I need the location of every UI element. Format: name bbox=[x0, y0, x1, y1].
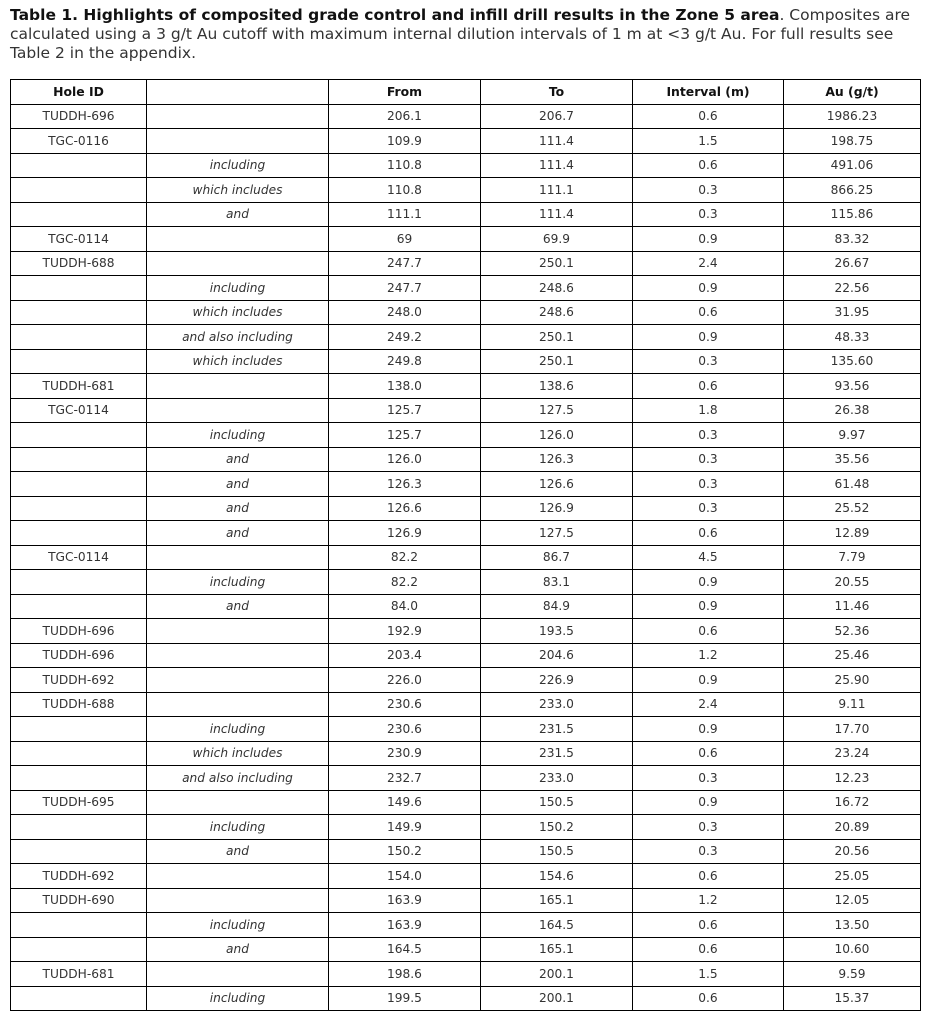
caption-title: Table 1. Highlights of composited grade control and infill drill results in the Zone 5 area bbox=[10, 6, 780, 24]
cell-au: 17.70 bbox=[784, 717, 921, 742]
table-row bbox=[11, 202, 921, 227]
cell-from: 199.5 bbox=[329, 986, 481, 1011]
cell-au: 11.46 bbox=[784, 594, 921, 619]
cell-to: 111.4 bbox=[481, 153, 633, 178]
cell-hole-id bbox=[11, 521, 147, 546]
cell-interval: 0.3 bbox=[633, 472, 784, 497]
cell-interval: 1.2 bbox=[633, 888, 784, 913]
cell-hole-id: TUDDH-688 bbox=[11, 692, 147, 717]
cell-interval: 0.6 bbox=[633, 521, 784, 546]
cell-interval: 1.5 bbox=[633, 962, 784, 987]
cell-interval: 1.2 bbox=[633, 643, 784, 668]
cell-hole-id: TUDDH-695 bbox=[11, 790, 147, 815]
table-row bbox=[11, 643, 921, 668]
table-row bbox=[11, 349, 921, 374]
cell-qualifier: and bbox=[147, 496, 329, 521]
cell-hole-id bbox=[11, 153, 147, 178]
cell-hole-id: TGC-0114 bbox=[11, 545, 147, 570]
cell-to: 83.1 bbox=[481, 570, 633, 595]
cell-to: 111.4 bbox=[481, 129, 633, 154]
table-row bbox=[11, 790, 921, 815]
cell-from: 109.9 bbox=[329, 129, 481, 154]
cell-from: 69 bbox=[329, 227, 481, 252]
table-row bbox=[11, 153, 921, 178]
cell-qualifier bbox=[147, 668, 329, 693]
table-row bbox=[11, 962, 921, 987]
cell-interval: 0.6 bbox=[633, 937, 784, 962]
table-row bbox=[11, 986, 921, 1011]
cell-hole-id bbox=[11, 766, 147, 791]
cell-from: 126.3 bbox=[329, 472, 481, 497]
cell-qualifier: and bbox=[147, 594, 329, 619]
table-row bbox=[11, 521, 921, 546]
table-row bbox=[11, 374, 921, 399]
cell-qualifier bbox=[147, 864, 329, 889]
cell-qualifier bbox=[147, 962, 329, 987]
cell-hole-id bbox=[11, 815, 147, 840]
cell-au: 25.05 bbox=[784, 864, 921, 889]
table-body bbox=[11, 104, 921, 1011]
table-row bbox=[11, 472, 921, 497]
cell-from: 230.9 bbox=[329, 741, 481, 766]
table-row bbox=[11, 447, 921, 472]
table-row bbox=[11, 668, 921, 693]
cell-au: 115.86 bbox=[784, 202, 921, 227]
cell-interval: 4.5 bbox=[633, 545, 784, 570]
header-to: To bbox=[481, 80, 633, 105]
cell-from: 198.6 bbox=[329, 962, 481, 987]
cell-qualifier bbox=[147, 643, 329, 668]
cell-from: 111.1 bbox=[329, 202, 481, 227]
table-row bbox=[11, 325, 921, 350]
cell-from: 249.8 bbox=[329, 349, 481, 374]
cell-from: 226.0 bbox=[329, 668, 481, 693]
table-row bbox=[11, 766, 921, 791]
cell-qualifier: and also including bbox=[147, 325, 329, 350]
cell-from: 84.0 bbox=[329, 594, 481, 619]
cell-au: 16.72 bbox=[784, 790, 921, 815]
cell-interval: 0.6 bbox=[633, 104, 784, 129]
cell-hole-id bbox=[11, 717, 147, 742]
cell-from: 163.9 bbox=[329, 888, 481, 913]
cell-au: 135.60 bbox=[784, 349, 921, 374]
cell-from: 138.0 bbox=[329, 374, 481, 399]
cell-to: 206.7 bbox=[481, 104, 633, 129]
cell-interval: 0.9 bbox=[633, 668, 784, 693]
table-row bbox=[11, 251, 921, 276]
cell-qualifier bbox=[147, 545, 329, 570]
cell-from: 82.2 bbox=[329, 545, 481, 570]
cell-qualifier: which includes bbox=[147, 349, 329, 374]
cell-au: 13.50 bbox=[784, 913, 921, 938]
table-row bbox=[11, 398, 921, 423]
cell-qualifier: and bbox=[147, 521, 329, 546]
cell-from: 126.0 bbox=[329, 447, 481, 472]
cell-au: 9.59 bbox=[784, 962, 921, 987]
table-row bbox=[11, 276, 921, 301]
cell-from: 163.9 bbox=[329, 913, 481, 938]
cell-to: 69.9 bbox=[481, 227, 633, 252]
cell-au: 1986.23 bbox=[784, 104, 921, 129]
cell-qualifier: which includes bbox=[147, 300, 329, 325]
cell-qualifier bbox=[147, 104, 329, 129]
cell-interval: 0.3 bbox=[633, 202, 784, 227]
cell-to: 127.5 bbox=[481, 521, 633, 546]
cell-from: 206.1 bbox=[329, 104, 481, 129]
cell-to: 233.0 bbox=[481, 766, 633, 791]
cell-from: 149.9 bbox=[329, 815, 481, 840]
cell-interval: 2.4 bbox=[633, 692, 784, 717]
cell-hole-id: TGC-0114 bbox=[11, 227, 147, 252]
cell-hole-id: TUDDH-692 bbox=[11, 668, 147, 693]
table-row bbox=[11, 888, 921, 913]
cell-from: 230.6 bbox=[329, 692, 481, 717]
cell-au: 198.75 bbox=[784, 129, 921, 154]
cell-qualifier bbox=[147, 692, 329, 717]
cell-interval: 0.6 bbox=[633, 864, 784, 889]
cell-to: 86.7 bbox=[481, 545, 633, 570]
cell-to: 226.9 bbox=[481, 668, 633, 693]
cell-from: 203.4 bbox=[329, 643, 481, 668]
cell-interval: 0.9 bbox=[633, 717, 784, 742]
cell-to: 150.5 bbox=[481, 839, 633, 864]
cell-hole-id bbox=[11, 839, 147, 864]
cell-interval: 0.6 bbox=[633, 619, 784, 644]
table-caption bbox=[10, 6, 922, 63]
cell-interval: 0.6 bbox=[633, 153, 784, 178]
cell-au: 61.48 bbox=[784, 472, 921, 497]
table-row bbox=[11, 227, 921, 252]
cell-interval: 0.3 bbox=[633, 423, 784, 448]
cell-hole-id bbox=[11, 741, 147, 766]
cell-hole-id: TUDDH-681 bbox=[11, 962, 147, 987]
table-row bbox=[11, 570, 921, 595]
cell-hole-id bbox=[11, 178, 147, 203]
cell-qualifier: including bbox=[147, 153, 329, 178]
table-row bbox=[11, 423, 921, 448]
cell-qualifier: including bbox=[147, 276, 329, 301]
table-row bbox=[11, 937, 921, 962]
cell-from: 110.8 bbox=[329, 153, 481, 178]
header-from: From bbox=[329, 80, 481, 105]
cell-to: 193.5 bbox=[481, 619, 633, 644]
cell-qualifier: including bbox=[147, 815, 329, 840]
cell-to: 111.1 bbox=[481, 178, 633, 203]
cell-au: 9.11 bbox=[784, 692, 921, 717]
drill-results-table bbox=[10, 79, 921, 1011]
cell-hole-id bbox=[11, 594, 147, 619]
cell-hole-id bbox=[11, 325, 147, 350]
cell-to: 233.0 bbox=[481, 692, 633, 717]
cell-au: 26.67 bbox=[784, 251, 921, 276]
cell-au: 866.25 bbox=[784, 178, 921, 203]
cell-from: 125.7 bbox=[329, 423, 481, 448]
cell-interval: 0.9 bbox=[633, 570, 784, 595]
cell-from: 149.6 bbox=[329, 790, 481, 815]
cell-to: 126.6 bbox=[481, 472, 633, 497]
cell-hole-id: TUDDH-681 bbox=[11, 374, 147, 399]
cell-au: 26.38 bbox=[784, 398, 921, 423]
cell-from: 192.9 bbox=[329, 619, 481, 644]
cell-interval: 0.6 bbox=[633, 741, 784, 766]
cell-hole-id bbox=[11, 496, 147, 521]
cell-au: 31.95 bbox=[784, 300, 921, 325]
cell-au: 20.89 bbox=[784, 815, 921, 840]
cell-qualifier bbox=[147, 888, 329, 913]
cell-qualifier bbox=[147, 227, 329, 252]
cell-to: 165.1 bbox=[481, 937, 633, 962]
cell-hole-id bbox=[11, 349, 147, 374]
cell-from: 247.7 bbox=[329, 251, 481, 276]
cell-interval: 0.9 bbox=[633, 227, 784, 252]
table-row bbox=[11, 178, 921, 203]
cell-qualifier bbox=[147, 790, 329, 815]
cell-hole-id: TUDDH-696 bbox=[11, 619, 147, 644]
cell-qualifier bbox=[147, 374, 329, 399]
cell-interval: 1.5 bbox=[633, 129, 784, 154]
cell-to: 127.5 bbox=[481, 398, 633, 423]
cell-au: 25.52 bbox=[784, 496, 921, 521]
cell-au: 23.24 bbox=[784, 741, 921, 766]
cell-interval: 0.3 bbox=[633, 815, 784, 840]
cell-interval: 0.6 bbox=[633, 986, 784, 1011]
cell-from: 164.5 bbox=[329, 937, 481, 962]
cell-to: 164.5 bbox=[481, 913, 633, 938]
cell-qualifier: which includes bbox=[147, 741, 329, 766]
cell-to: 150.5 bbox=[481, 790, 633, 815]
cell-from: 126.6 bbox=[329, 496, 481, 521]
cell-qualifier: and also including bbox=[147, 766, 329, 791]
cell-from: 249.2 bbox=[329, 325, 481, 350]
table-row bbox=[11, 104, 921, 129]
cell-to: 126.0 bbox=[481, 423, 633, 448]
cell-to: 204.6 bbox=[481, 643, 633, 668]
cell-to: 165.1 bbox=[481, 888, 633, 913]
cell-interval: 1.8 bbox=[633, 398, 784, 423]
cell-au: 35.56 bbox=[784, 447, 921, 472]
cell-au: 20.56 bbox=[784, 839, 921, 864]
header-hole-id: Hole ID bbox=[11, 80, 147, 105]
cell-interval: 0.6 bbox=[633, 374, 784, 399]
cell-to: 138.6 bbox=[481, 374, 633, 399]
header-au: Au (g/t) bbox=[784, 80, 921, 105]
cell-qualifier: including bbox=[147, 570, 329, 595]
table-row bbox=[11, 839, 921, 864]
cell-hole-id: TUDDH-696 bbox=[11, 104, 147, 129]
cell-hole-id: TGC-0116 bbox=[11, 129, 147, 154]
cell-qualifier bbox=[147, 398, 329, 423]
cell-interval: 2.4 bbox=[633, 251, 784, 276]
cell-from: 248.0 bbox=[329, 300, 481, 325]
cell-qualifier: including bbox=[147, 913, 329, 938]
cell-qualifier: and bbox=[147, 839, 329, 864]
cell-to: 126.3 bbox=[481, 447, 633, 472]
cell-from: 150.2 bbox=[329, 839, 481, 864]
cell-interval: 0.9 bbox=[633, 325, 784, 350]
cell-interval: 0.3 bbox=[633, 766, 784, 791]
cell-to: 231.5 bbox=[481, 741, 633, 766]
table-row bbox=[11, 717, 921, 742]
cell-au: 25.46 bbox=[784, 643, 921, 668]
cell-from: 247.7 bbox=[329, 276, 481, 301]
table-row bbox=[11, 594, 921, 619]
cell-hole-id bbox=[11, 986, 147, 1011]
table-row bbox=[11, 545, 921, 570]
cell-hole-id: TGC-0114 bbox=[11, 398, 147, 423]
table-row bbox=[11, 913, 921, 938]
cell-to: 250.1 bbox=[481, 325, 633, 350]
cell-hole-id: TUDDH-690 bbox=[11, 888, 147, 913]
table-row bbox=[11, 300, 921, 325]
cell-au: 15.37 bbox=[784, 986, 921, 1011]
cell-hole-id bbox=[11, 423, 147, 448]
cell-from: 125.7 bbox=[329, 398, 481, 423]
cell-au: 7.79 bbox=[784, 545, 921, 570]
cell-to: 154.6 bbox=[481, 864, 633, 889]
cell-au: 12.89 bbox=[784, 521, 921, 546]
cell-au: 20.55 bbox=[784, 570, 921, 595]
cell-interval: 0.9 bbox=[633, 276, 784, 301]
cell-hole-id bbox=[11, 447, 147, 472]
cell-hole-id bbox=[11, 202, 147, 227]
cell-hole-id: TUDDH-696 bbox=[11, 643, 147, 668]
cell-from: 110.8 bbox=[329, 178, 481, 203]
table-row bbox=[11, 741, 921, 766]
cell-to: 126.9 bbox=[481, 496, 633, 521]
cell-to: 250.1 bbox=[481, 251, 633, 276]
cell-hole-id bbox=[11, 570, 147, 595]
cell-qualifier bbox=[147, 129, 329, 154]
cell-to: 84.9 bbox=[481, 594, 633, 619]
cell-to: 200.1 bbox=[481, 962, 633, 987]
cell-au: 12.23 bbox=[784, 766, 921, 791]
cell-au: 491.06 bbox=[784, 153, 921, 178]
table-row bbox=[11, 129, 921, 154]
cell-interval: 0.9 bbox=[633, 594, 784, 619]
cell-interval: 0.3 bbox=[633, 349, 784, 374]
cell-interval: 0.6 bbox=[633, 913, 784, 938]
cell-au: 25.90 bbox=[784, 668, 921, 693]
cell-hole-id bbox=[11, 937, 147, 962]
cell-qualifier: and bbox=[147, 202, 329, 227]
cell-hole-id bbox=[11, 472, 147, 497]
cell-hole-id bbox=[11, 300, 147, 325]
cell-to: 248.6 bbox=[481, 276, 633, 301]
table-row bbox=[11, 496, 921, 521]
header-interval: Interval (m) bbox=[633, 80, 784, 105]
cell-to: 250.1 bbox=[481, 349, 633, 374]
cell-hole-id: TUDDH-692 bbox=[11, 864, 147, 889]
cell-qualifier bbox=[147, 251, 329, 276]
cell-hole-id bbox=[11, 276, 147, 301]
cell-to: 248.6 bbox=[481, 300, 633, 325]
cell-au: 12.05 bbox=[784, 888, 921, 913]
cell-au: 52.36 bbox=[784, 619, 921, 644]
cell-interval: 0.3 bbox=[633, 447, 784, 472]
cell-interval: 0.3 bbox=[633, 178, 784, 203]
cell-to: 111.4 bbox=[481, 202, 633, 227]
cell-to: 200.1 bbox=[481, 986, 633, 1011]
cell-au: 93.56 bbox=[784, 374, 921, 399]
header-qualifier bbox=[147, 80, 329, 105]
cell-interval: 0.6 bbox=[633, 300, 784, 325]
table-row bbox=[11, 815, 921, 840]
cell-au: 9.97 bbox=[784, 423, 921, 448]
cell-from: 230.6 bbox=[329, 717, 481, 742]
cell-qualifier: and bbox=[147, 472, 329, 497]
cell-to: 231.5 bbox=[481, 717, 633, 742]
cell-from: 82.2 bbox=[329, 570, 481, 595]
cell-interval: 0.3 bbox=[633, 839, 784, 864]
cell-from: 232.7 bbox=[329, 766, 481, 791]
header-row bbox=[11, 80, 921, 105]
table-row bbox=[11, 619, 921, 644]
cell-hole-id bbox=[11, 913, 147, 938]
table-row bbox=[11, 692, 921, 717]
cell-qualifier: including bbox=[147, 986, 329, 1011]
cell-au: 83.32 bbox=[784, 227, 921, 252]
cell-interval: 0.3 bbox=[633, 496, 784, 521]
table-row bbox=[11, 864, 921, 889]
cell-hole-id: TUDDH-688 bbox=[11, 251, 147, 276]
cell-au: 10.60 bbox=[784, 937, 921, 962]
cell-au: 22.56 bbox=[784, 276, 921, 301]
cell-qualifier: including bbox=[147, 717, 329, 742]
cell-from: 126.9 bbox=[329, 521, 481, 546]
cell-qualifier: which includes bbox=[147, 178, 329, 203]
cell-qualifier: and bbox=[147, 937, 329, 962]
cell-qualifier bbox=[147, 619, 329, 644]
caption-text: . Composites are calculated using a 3 g/t Au cutoff with maximum internal dilution intervals of 1 m at <3 g/t Au. For full results see Table 2 in the appendix. bbox=[10, 6, 911, 62]
cell-to: 150.2 bbox=[481, 815, 633, 840]
cell-from: 154.0 bbox=[329, 864, 481, 889]
cell-qualifier: including bbox=[147, 423, 329, 448]
cell-interval: 0.9 bbox=[633, 790, 784, 815]
cell-qualifier: and bbox=[147, 447, 329, 472]
cell-au: 48.33 bbox=[784, 325, 921, 350]
